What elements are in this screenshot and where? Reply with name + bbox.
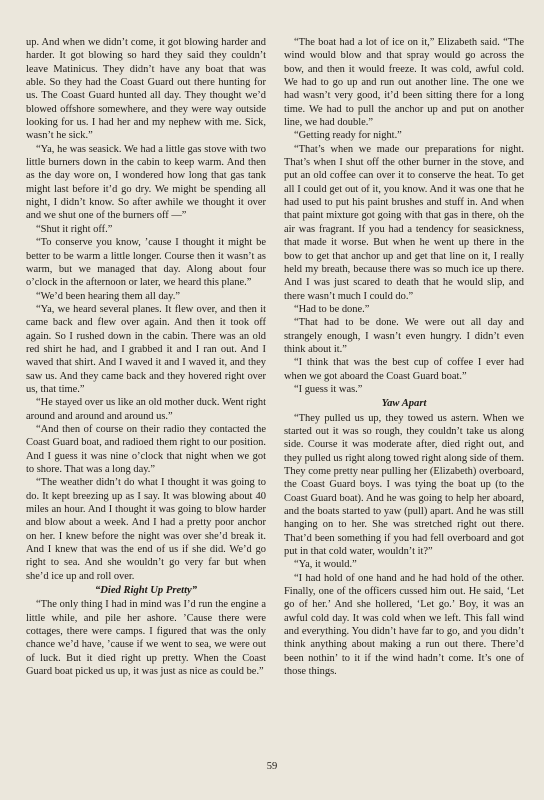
paragraph: “And then of course on their radio they contacted the Coast Guard boat, and radioed them right to our position. And I guess it was nine o’clock that night when we got to shore. That was a long day.” [26,423,266,475]
page-number: 59 [266,761,278,772]
paragraph: “He stayed over us like an old mother duck. Went right around and around and around us.” [26,397,266,422]
paragraph: “Shut it right off.” [36,223,113,235]
left-column [26,36,266,679]
paragraph: “That’s when we made our preparations for night. That’s when I shut off the other burner in the stove, and put an old coffee can over it to conserve the heat. To get all I could get out of it, you know. And it was one that he had used to put his paint brushes and stuff in. And when that paint mixture got going with that gas in there, oh the air was fragrant. If you had a tendency for seasickness, that made it worse. But when he went up there in the bow to get that anchor up and get that line on it, I really held my breath, because there was so much ice up there. And I was just scared to death that he would slip, and there wasn’t much I could do.” [284,143,524,302]
paragraph: “They pulled us up, they towed us astern. When we started out it was so rough, they couldn’t take us along side. Course it was moderate after, died right out, and they pulled us right along towed right along side of them. They come pretty near pulling her (Elizabeth) overboard, the Coast Guard boys. I was tying the boat up (to the Coast Guard boat). And he was going to help her aboard, and the boats started to yaw (pull) apart. And he was still hanging on to her. She was stretched right out there. That’d been something if you had fell overboard and got put in that cold water, wouldn’t it?” [284,412,524,558]
paragraph: “Had to be done.” [294,303,370,315]
paragraph: “That had to be done. We were out all day and strangely enough, I wasn’t even hungry. I didn’t even think about it.” [284,317,524,355]
paragraph: “Ya, we heard several planes. It flew over, and then it came back and flew over again. And then it took off again. So I rushed down in the cabin. There was an old red shirt he had, and I grabbed it and I ran out. And I waved that shirt. And I waved it and I waved it, and they saw us. And they came back and they hovered right over us, that time.” [26,303,266,395]
paragraph: “Ya, he was seasick. We had a little gas stove with two little burners down in the cabin to keep warm. And then as the day wore on, I wondered how long that gas tank might last before it’d go dry. We might be spending all night, I didn’t know. So after awhile we thought it over and we shut one of the burners off —” [26,143,266,222]
paragraph: “To conserve you know, ’cause I thought it might be better to be warm a little longer. Course then it wasn’t as warm, but we managed that day. Along about four o’clock in the afternoon or later, we heard this plane.” [26,237,266,289]
right-column [284,36,524,679]
paragraph: “Ya, it would.” [294,559,357,571]
section-heading: Yaw Apart [381,398,427,410]
paragraph: “Getting ready for night.” [294,130,402,142]
paragraph: “I had hold of one hand and he had hold of the other. Finally, one of the officers cussed him out. He said, ‘Let go of her.’ And she hollered, ‘Let go.’ Boy, it was an awful cold day. It was cold when we left. This fall wind and everything. You didn’t have far to go, and you didn’t think anything about making a run out there. There’d been nothin’ to it if the wind hadn’t come. It’s one of those things. [284,572,524,678]
paragraph: “The only thing I had in mind was I’d run the engine a little while, and pile her ashore. ’Cause there were cottages, there were camps. I figured that was the only chance we’d have, ’cause if we went to sea, we were out of luck. But it died right up pretty. When the Coast Guard boat picked us up, it was just as nice as could be.” [26,599,266,678]
section-heading: “Died Right Up Pretty” [94,585,198,597]
paragraph: “The boat had a lot of ice on it,” Elizabeth said. “The wind would blow and that spray would go across the bow, and then it would freeze. It was cold, awful cold. We had to go up and run out another line. The one we had wasn’t very good, it’d been sitting there for a long time. We had to pull the anchor up and put on another line, we had double.” [284,37,524,129]
paragraph: “The weather didn’t do what I thought it was going to do. It kept breezing up as I say. It was blowing about 40 miles an hour. And I thought it was going to blow harder and blow about a week. And I had a pretty poor anchor on her. I knew before the night was over she’d break it. And I knew that was the end of us if she did. We’d go right to sea. And she wouldn’t go very far but when she’d ice up and roll over. [26,477,266,582]
paragraph: “We’d been hearing them all day.” [36,290,180,302]
paragraph: “I guess it was.” [294,383,363,395]
paragraph: “I think that was the best cup of coffee I ever had when we got aboard the Coast Guard boat.” [284,357,524,382]
paragraph: up. And when we didn’t come, it got blowing harder and harder. It got blowing so hard they said they couldn’t leave Matinicus. They didn’t have any boat that was able. So they had the Coast Guard out there hunting for us. The Coast Guard hunted all day. They thought we’d blowed offshore somewhere, and they were way outside looking for us. I had her and my nephew with me. Sick, wasn’t he sick.” [26,37,266,142]
